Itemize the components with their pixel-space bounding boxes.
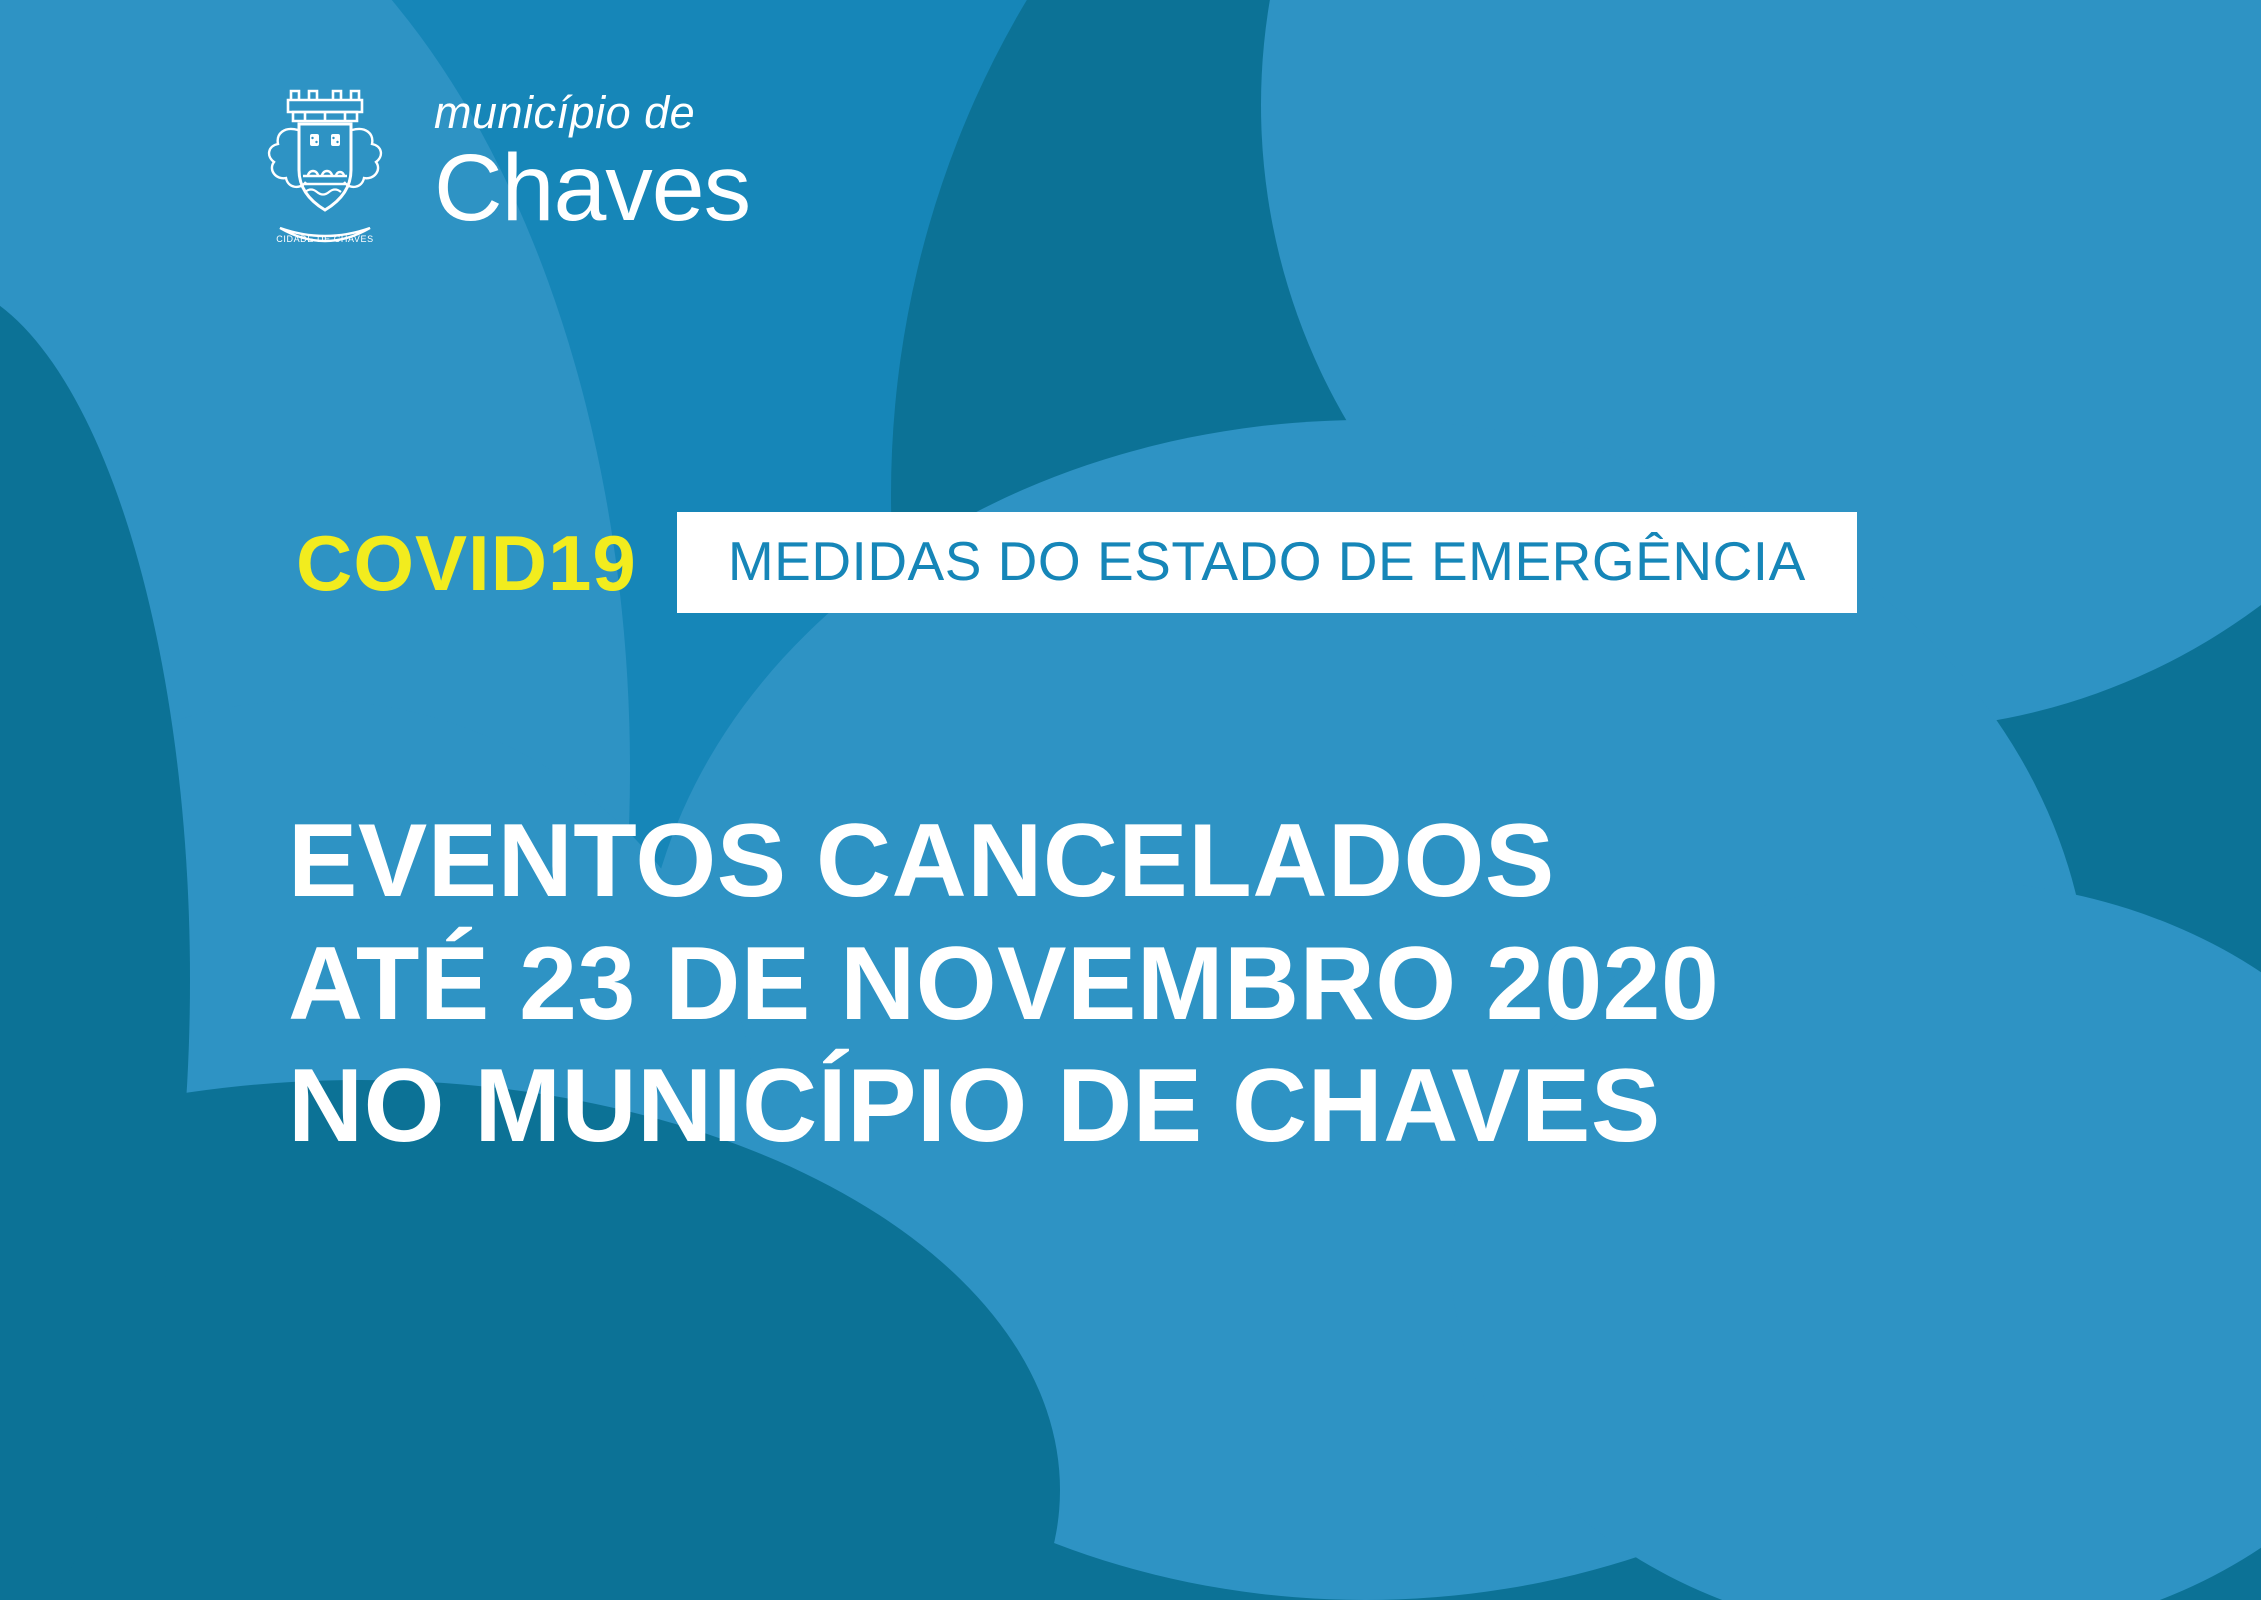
- covid-tag: COVID19: [296, 518, 637, 607]
- logo-wordmark: [434, 72, 750, 239]
- logo-line-municipio: município de: [434, 87, 696, 138]
- municipality-logo: [250, 72, 750, 262]
- covid-banner: [296, 512, 1857, 613]
- measures-label: MEDIDAS DO ESTADO DE EMERGÊNCIA: [727, 530, 1806, 592]
- crest-motto: CIDADE DE CHAVES: [276, 234, 374, 244]
- headline-line-1: EVENTOS CANCELADOS: [288, 803, 1555, 919]
- headline-line-2: ATÉ 23 DE NOVEMBRO 2020: [288, 925, 1720, 1042]
- headline-line-3: NO MUNICÍPIO DE CHAVES: [288, 1048, 1661, 1165]
- logo-line-chaves: Chaves: [434, 135, 751, 241]
- coat-of-arms-icon: [250, 72, 400, 262]
- headline: [288, 800, 2088, 1168]
- measures-box: [677, 512, 1857, 613]
